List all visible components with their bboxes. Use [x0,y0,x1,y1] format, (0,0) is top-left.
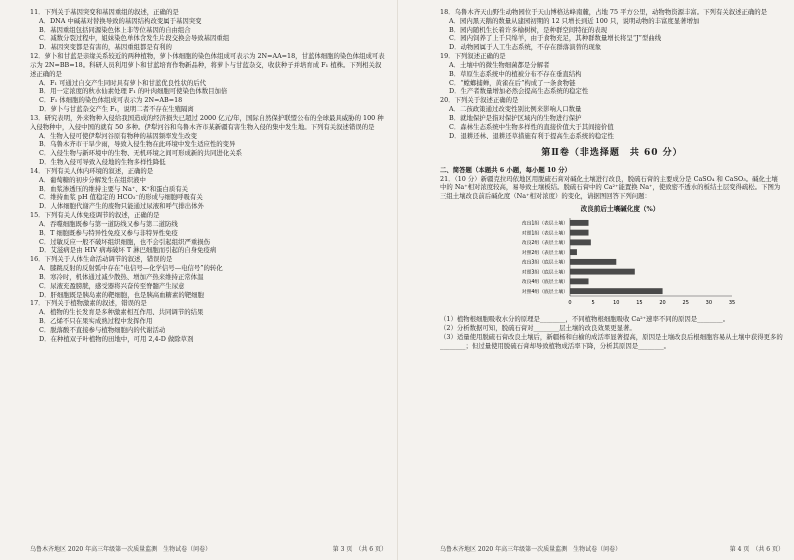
answer-option: D．基因突变都是有害的，基因重组都是有利的 [39,43,172,52]
question-stem: 14．下列有关人体内环境的叙述，正确的是 [30,166,154,175]
answer-option: D．人体细胞代谢产生的废物只能通过尿液和呼气排出体外 [39,202,204,211]
question-list-right [440,8,784,140]
x-tick-label: 5 [591,300,595,307]
bar [570,269,635,275]
bar [570,288,663,294]
answer-option: A．DNA 中碱基对替换导致的基因结构改变属于基因突变 [39,16,202,25]
question-stem: 16．下列关于人体生命活动调节的叙述，错误的是 [30,255,173,264]
answer-option: C．森林生态系统中生物多样性的直接价值大于其间接价值 [449,122,614,131]
category-label: 改良4组（底层土壤） [521,280,568,286]
answer-option: A．生物入侵可使伊犁河谷原有物种的基因频率发生改变 [39,131,197,140]
question-21-sub-1: （1）植物根细胞吸收水分的原理是________，不同植物根细胞吸收 Ca²⁺速率不同的原因是________。 [440,315,730,324]
footer-title: 乌鲁木齐地区 2020 年高三年级第一次质量监测 生物试卷（问卷） [440,545,622,553]
answer-option: D．萝卜与甘蓝杂交产生 F₁，说明二者不存在生殖隔离 [39,105,194,114]
footer-title: 乌鲁木齐地区 2020 年高三年级第一次质量监测 生物试卷（问卷） [30,545,212,553]
answer-option: B．乙烯不只在果实成熟过程中发挥作用 [39,316,153,325]
question-21-sub-2: （2）分析数据可知，脱硫石膏对________层土壤的改良效果更显著。 [440,323,636,332]
category-label: 对照3组（底层土壤） [521,270,568,276]
answer-option: B．园内随机生长着许多榆树树，是种群空间特征的表现 [449,25,608,34]
question-stem: 19．下列叙述正确的是 [440,52,506,61]
category-label: 对照1组（表层土壤） [521,231,568,237]
answer-option: A．膝跳反射的反射弧中存在“电信号—化学信号—电信号”的转化 [39,264,223,273]
question-stem: 18．乌鲁木齐天山野生动物园位于天山博格达峰南麓，占地 75 平方公里，动物物资源丰富。下列有关叙述正确的是 [440,8,768,16]
page-footer-right [440,546,784,554]
part2-title: 第Ⅱ卷（非选择题 共 60 分） [541,148,683,159]
chart-svg [500,216,740,308]
x-tick-label: 10 [613,300,620,307]
footer-page-number: 第 3 页 （共 6 页） [332,545,387,553]
answer-option: A．二孩政策通过改变性别比例来影响人口数量 [449,105,582,114]
x-tick-label: 30 [705,300,713,307]
answer-option: A．土壤中的微生物细菌都是分解者 [449,60,550,69]
answer-option: A．F₁ 可通过自交产生同时具有萝卜和甘蓝优良性状的后代 [39,78,207,87]
category-label: 改良2组（表层土壤） [521,241,568,247]
chart-title: 改良前后土壤碱化度（%） [580,205,660,214]
question-stem: 17．下列关于植物激素的叙述，错误的是 [30,299,147,308]
x-tick-label: 20 [659,300,666,307]
section-heading: 二、简答题（本题共 6 小题，每小题 10 分） [440,165,571,174]
answer-option: D．艾滋病是由 HIV 病毒破坏 T 淋巴细胞而引起的自身免疫病 [39,246,217,255]
question-stem: 15．下列有关人体免疫调节的叙述，正确的是 [30,211,160,220]
footer-page-number: 第 4 页 （共 6 页） [729,545,784,553]
x-tick-label: 35 [728,300,736,307]
answer-option: A．园内黑天鹅的数量从建园初期的 12 只增长到近 100 只，说明动物的丰富度显著增加 [449,16,700,25]
answer-option: D．退耕还林、退耕还草措施有利于提高生态系统的稳定性 [449,131,614,140]
answer-option: D．动物园属于人工生态系统，不存在群落演替的现象 [449,43,602,52]
x-tick-label: 15 [636,300,643,307]
bar [570,240,591,246]
answer-option: C．入侵生物与新环境中的生物、无机环境之间可形成新的共同进化关系 [39,149,242,158]
question-21-sub-3: （3）适量使用脱硫石膏改良土壤后，新疆杨和白榆的成活率显著提高，原因是土壤改良后根细胞容易从土壤中获得更多的________；但过量使用脱硫石膏却导致植物成活率下降，分析其原因是________。 [440,332,783,350]
question-stem: 12．萝卜和甘蓝是亲缘关系较近的两种植物，萝卜体细胞的染色体组成可表示为 2N=AA=18，甘蓝体细胞的染色体组成可表示为 2N=BB=18。科研人员利用萝卜和甘蓝培育作物新品种，将萝卜与甘蓝杂交，收获种子并培育成 F₁ 植株。下列相关叙述正确的是 [30,52,385,78]
answer-option: D．生物入侵可导致入侵地的生物多样性降低 [39,158,166,167]
category-label: 改良3组（底层土壤） [521,260,568,266]
page-footer-left [30,546,387,554]
bar [570,249,577,255]
page-4 [397,0,794,560]
answer-option: C．维持血浆 pH 值稳定的 HCO₃⁻的形成与细胞呼吸有关 [39,193,203,202]
x-tick-label: 25 [682,300,689,307]
bar [570,259,616,265]
answer-option: D．生产者数量增加必然会提高生态系统的稳定性 [449,87,589,96]
category-label: 对照4组（底层土壤） [521,290,568,296]
category-label: 改良1组（表层土壤） [521,221,568,227]
bar [570,279,589,285]
answer-option: B．寒冷时，机体通过减少散热、增加产热来维持正常体温 [39,272,204,281]
question-stem: 20．下列关于叙述正确的是 [440,96,519,105]
answer-option: C．F₁ 体细胞的染色体组成可表示为 2N=AB=18 [39,96,183,105]
answer-option: B．草原生态系统中的植被分布不存在垂直结构 [449,69,582,78]
bar [570,230,589,236]
answer-option: A．植物的生长发育是多种激素相互作用、共同调节的结果 [39,308,204,317]
answer-option: C．减数分裂过程中，姐妹染色单体含发生片段交换会导致基因重组 [39,34,230,43]
question-list-left [30,8,385,343]
answer-option: C．脱落酸不直接参与植物细胞内的代谢活动 [39,325,166,334]
alkalinity-chart [500,205,740,311]
answer-option: D．在种植双子叶植物的田地中，可用 2,4-D 做除草剂 [39,334,194,343]
answer-option: C．尿液充盈膀胱，感受器将兴奋传至脊髓产生尿意 [39,281,185,290]
answer-option: B．基因重组包括同源染色体上非等位基因的自由组合 [39,25,191,34]
answer-option: B．血浆渗透压的维持主要与 Na⁺、K⁺和蛋白质有关 [39,184,189,193]
bar [570,220,589,226]
answer-option: D．肝细胞既是胰岛素的靶细胞，也是胰高血糖素的靶细胞 [39,290,204,299]
answer-option: C．过敏反应一般不破坏组织细胞，也不会引起组织严重损伤 [39,237,211,246]
x-tick-label: 0 [568,300,572,307]
question-21-stem: 21．（10 分）新疆克拉玛依地区用脱硫石膏对碱化土壤进行改良，脱硫石膏的主要成分是 CaSO₄ 和 CaSO₃。碱化土壤中的 Na⁺相对浓度较高，易导致土壤板结。脱硫石膏中的 Ca²⁺能置换 Na⁺，使致密不透水的板结土层变得疏松。下图为三组土壤改良前后碱化度（Na⁺相对浓度）的变化，请据图回答下列问题： [440,174,781,201]
answer-option: B．就地保护是指对保护区域内的生物进行保护 [449,113,582,122]
answer-option: C．园内饲养了上千只绵羊，由于食物充足，其种群数量增长将呈“J”型曲线 [449,34,662,43]
question-stem: 11．下列关于基因突变和基因重组的叙述，正确的是 [30,8,179,16]
answer-option: A．吞噬细胞既参与第一道防线又参与第二道防线 [39,219,178,228]
category-label: 对照2组（表层土壤） [521,251,568,257]
answer-option: A．葡萄糖的初步分解发生在组织液中 [39,175,146,184]
answer-option: B．T 细胞既参与特异性免疫又参与非特异性免疫 [39,228,178,237]
answer-option: B．乌鲁木齐市干旱少雨，导致入侵生物在此环境中发生适应性的变异 [39,140,236,149]
question-stem: 13．研究表明，外来物种入侵给我国造成的经济损失已超过 2000 亿元/年，国际自然保护联盟公布的全球最具威胁的 100 种入侵物种中，入侵中国的就有 50 多种。伊犁河谷和乌鲁木齐市某新疆有害生物入侵的集中发生地。下列有关叙述错误的是 [30,113,384,131]
answer-option: B．用一定浓度的秋水仙素处理 F₁ 的叶肉细胞可使染色体数目加倍 [39,87,228,96]
answer-option: C．“螳螂捕蝉，黄雀在后”构成了一条食物链 [449,78,576,87]
